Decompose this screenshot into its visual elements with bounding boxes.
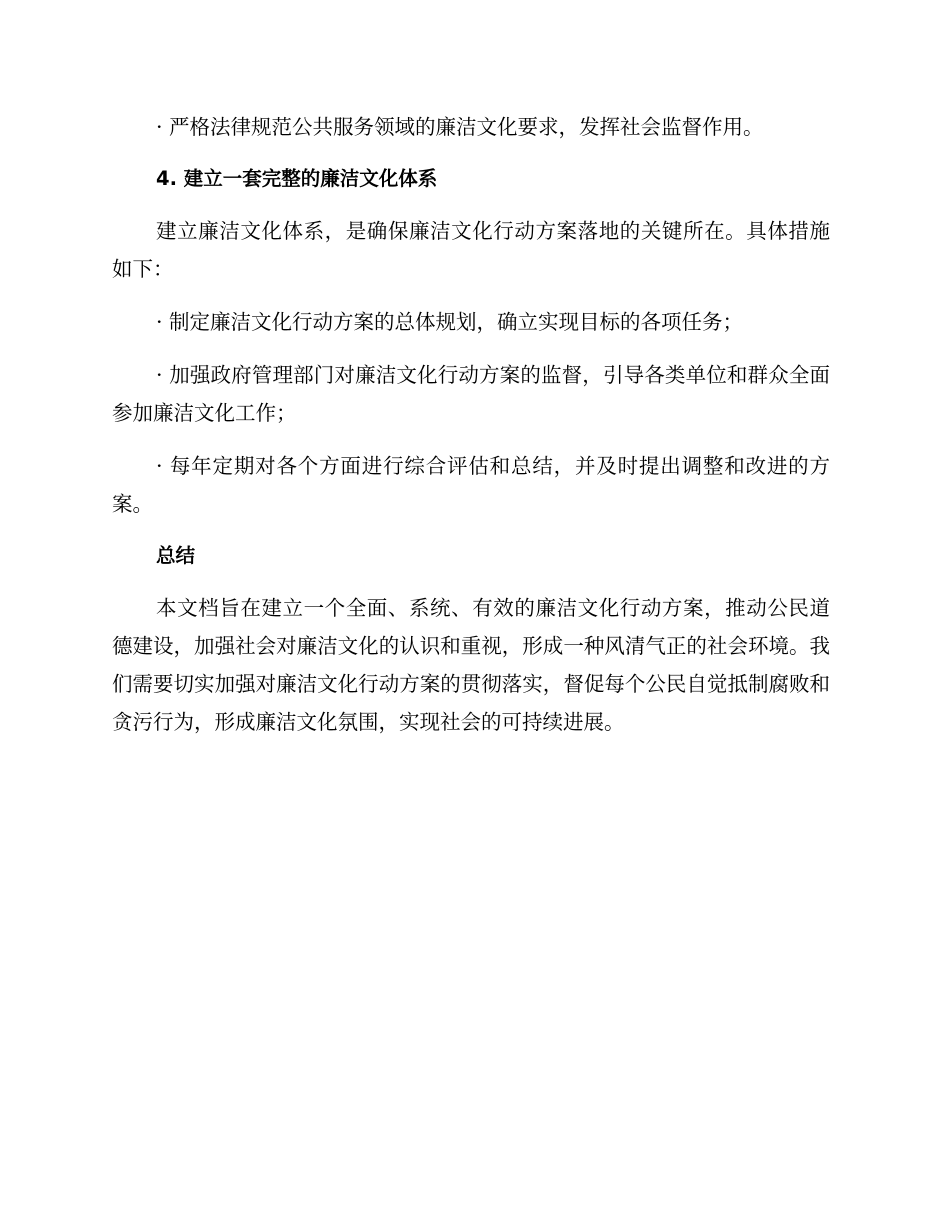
summary-heading: 总结 — [156, 544, 196, 567]
document-body — [112, 108, 830, 741]
bullet-item-annual-evaluation: · 每年定期对各个方面进行综合评估和总结，并及时提出调整和改进的方案。 — [112, 454, 830, 516]
bullet-item-supervision: · 加强政府管理部门对廉洁文化行动方案的监督，引导各类单位和群众全面参加廉洁文化工作； — [112, 363, 830, 425]
bullet-item-overall-plan: · 制定廉洁文化行动方案的总体规划，确立实现目标的各项任务； — [156, 310, 744, 334]
bullet-item-public-service: · 严格法律规范公共服务领域的廉洁文化要求，发挥社会监督作用。 — [156, 115, 764, 139]
summary-paragraph: 本文档旨在建立一个全面、系统、有效的廉洁文化行动方案，推动公民道德建设，加强社会对廉洁文化的认识和重视，形成一种风清气正的社会环境。我们需要切实加强对廉洁文化行动方案的贯彻落实，督促每个公民自觉抵制腐败和贪污行为，形成廉洁文化氛围，实现社会的可持续进展。 — [112, 596, 830, 734]
section-4-heading: 4. 建立一套完整的廉洁文化体系 — [156, 167, 438, 190]
section-4-intro-paragraph: 建立廉洁文化体系，是确保廉洁文化行动方案落地的关键所在。具体措施如下： — [112, 219, 830, 281]
